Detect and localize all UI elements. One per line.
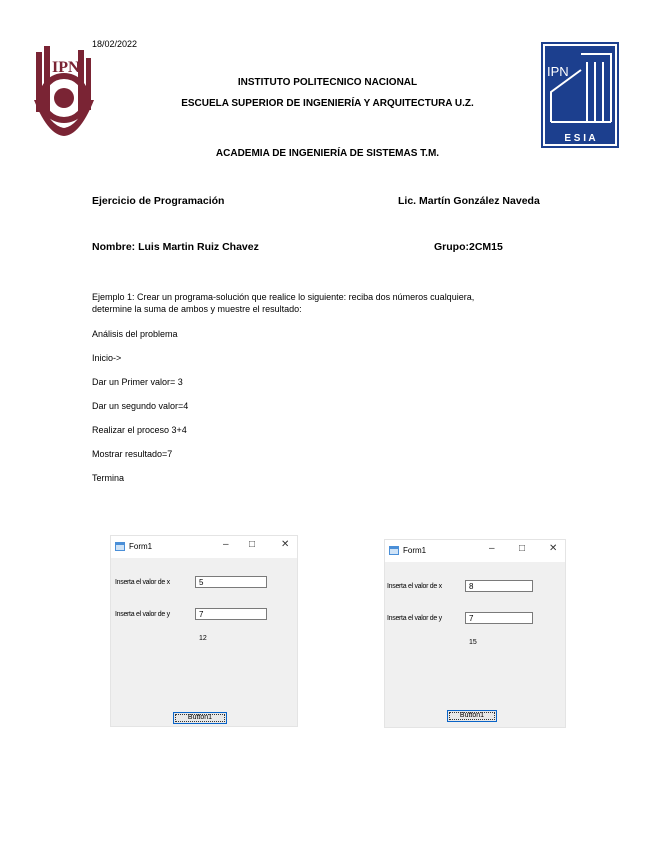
- form-app-icon: [115, 542, 125, 551]
- minimize-icon[interactable]: –: [489, 543, 495, 554]
- label-x: Inserta el valor de x: [387, 583, 442, 590]
- esia-logo-icon: [541, 42, 619, 148]
- result-label: 15: [469, 639, 477, 646]
- institution-title: INSTITUTO POLITECNICO NACIONAL: [237, 77, 418, 88]
- label-x: Inserta el valor de x: [115, 579, 170, 586]
- step-item: Inicio->: [92, 353, 122, 363]
- input-x[interactable]: 5: [195, 576, 267, 588]
- step-item: Dar un Primer valor= 3: [92, 377, 183, 387]
- step-item: Mostrar resultado=7: [92, 449, 173, 459]
- form-window-2: [384, 539, 566, 728]
- calculate-button[interactable]: Button1: [173, 712, 227, 724]
- svg-text:E S I A: E S I A: [564, 133, 596, 144]
- professor-label: Lic. Martín González Naveda: [398, 195, 540, 207]
- step-item: Análisis del problema: [92, 329, 178, 339]
- input-y[interactable]: 7: [465, 612, 533, 624]
- problem-line-2: determine la suma de ambos y muestre el resultado:: [92, 304, 302, 314]
- form-window-1: [110, 535, 298, 727]
- ipn-logo-icon: [28, 40, 98, 140]
- calculate-button[interactable]: Button1: [447, 710, 497, 722]
- maximize-icon[interactable]: □: [249, 539, 256, 550]
- close-icon[interactable]: ✕: [281, 539, 290, 550]
- problem-line-1: Ejemplo 1: Crear un programa-solución que realice lo siguiente: reciba dos números cualquiera,: [92, 292, 475, 302]
- form-titlebar: [385, 540, 565, 562]
- school-title: ESCUELA SUPERIOR DE INGENIERÍA Y ARQUITECTURA U.Z.: [181, 98, 474, 109]
- form-app-icon: [389, 546, 399, 555]
- exercise-label: Ejercicio de Programación: [92, 195, 225, 207]
- document-date: 18/02/2022: [92, 39, 138, 49]
- label-y: Inserta el valor de y: [387, 615, 442, 622]
- svg-text:IPN: IPN: [547, 64, 569, 79]
- step-item: Realizar el proceso 3+4: [92, 425, 187, 435]
- student-name: Nombre: Luis Martin Ruiz Chavez: [92, 241, 259, 253]
- step-item: Dar un segundo valor=4: [92, 401, 189, 411]
- svg-text:IPN: IPN: [52, 59, 80, 76]
- maximize-icon[interactable]: □: [519, 543, 526, 554]
- label-y: Inserta el valor de y: [115, 611, 170, 618]
- minimize-icon[interactable]: –: [223, 539, 229, 550]
- close-icon[interactable]: ✕: [549, 543, 558, 554]
- input-x[interactable]: 8: [465, 580, 533, 592]
- result-label: 12: [199, 635, 207, 642]
- form-title: Form1: [403, 546, 427, 555]
- step-item: Termina: [92, 473, 125, 483]
- academy-title: ACADEMIA DE INGENIERÍA DE SISTEMAS T.M.: [215, 148, 440, 159]
- group-label: Grupo:2CM15: [434, 241, 503, 253]
- form-titlebar: [111, 536, 297, 558]
- form-title: Form1: [129, 542, 153, 551]
- input-y[interactable]: 7: [195, 608, 267, 620]
